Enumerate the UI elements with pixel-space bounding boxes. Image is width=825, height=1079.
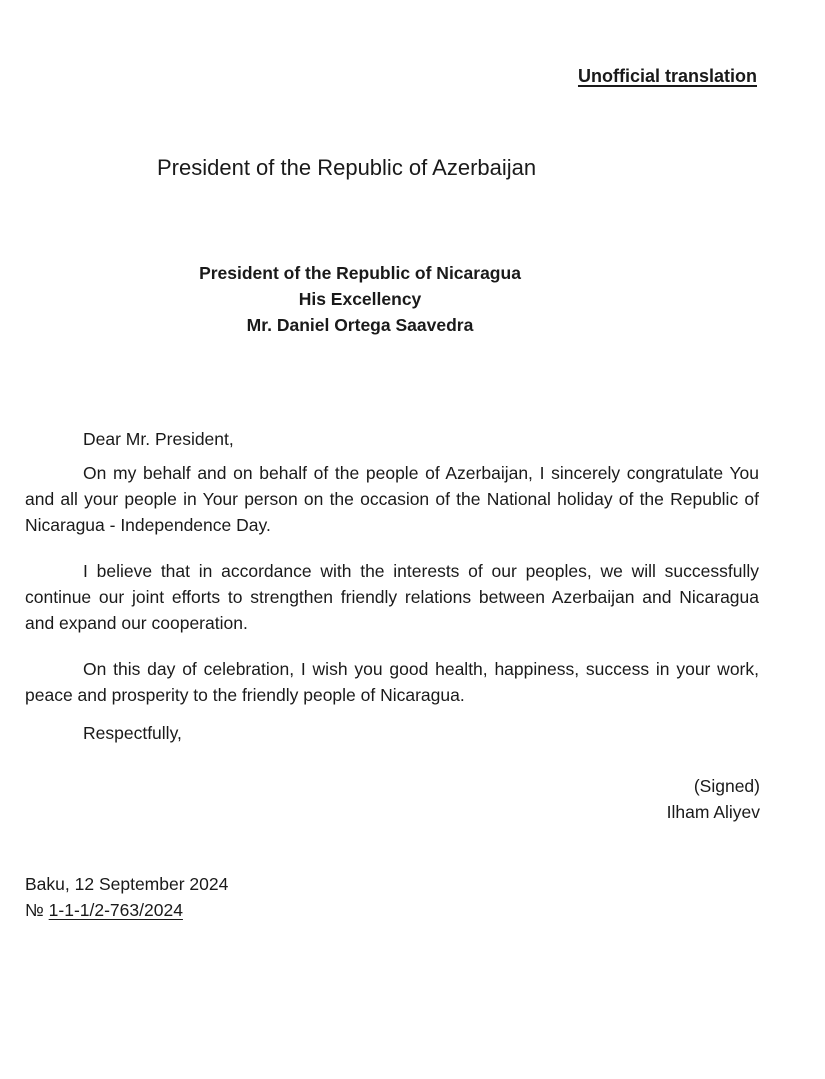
signed-status: (Signed) xyxy=(693,776,760,796)
document-number xyxy=(25,897,183,923)
number-sign: № xyxy=(25,900,44,920)
paragraph-congratulations: On my behalf and on behalf of the people of Azerbaijan, I sincerely congratulate You and all your people in Your person on the occasion of the National holiday of the Republic of Nicaragua - Independence Day. xyxy=(25,463,759,535)
signatory-name: Ilham Aliyev xyxy=(666,802,760,822)
document-number-value: 1-1-1/2-763/2024 xyxy=(48,900,183,920)
recipient-title: President of the Republic of Nicaragua xyxy=(199,263,521,283)
letter-body xyxy=(25,426,759,746)
signature-block xyxy=(667,773,760,825)
place-and-date: Baku, 12 September 2024 xyxy=(25,874,229,894)
paragraph-cooperation: I believe that in accordance with the interests of our peoples, we will successfully continue our joint efforts to strengthen friendly relations between Azerbaijan and Nicaragua and expand our cooperation. xyxy=(25,561,759,633)
paragraph-wishes: On this day of celebration, I wish you good health, happiness, success in your work, peace and prosperity to the friendly people of Nicaragua. xyxy=(25,659,759,705)
recipient-block xyxy=(0,260,720,338)
sender-title: President of the Republic of Azerbaijan xyxy=(157,155,537,180)
salutation: Dear Mr. President, xyxy=(83,429,234,449)
recipient-name: Mr. Daniel Ortega Saavedra xyxy=(246,315,474,335)
unofficial-translation-note: Unofficial translation xyxy=(577,66,757,86)
recipient-honorific: His Excellency xyxy=(298,289,422,309)
closing: Respectfully, xyxy=(83,723,182,743)
